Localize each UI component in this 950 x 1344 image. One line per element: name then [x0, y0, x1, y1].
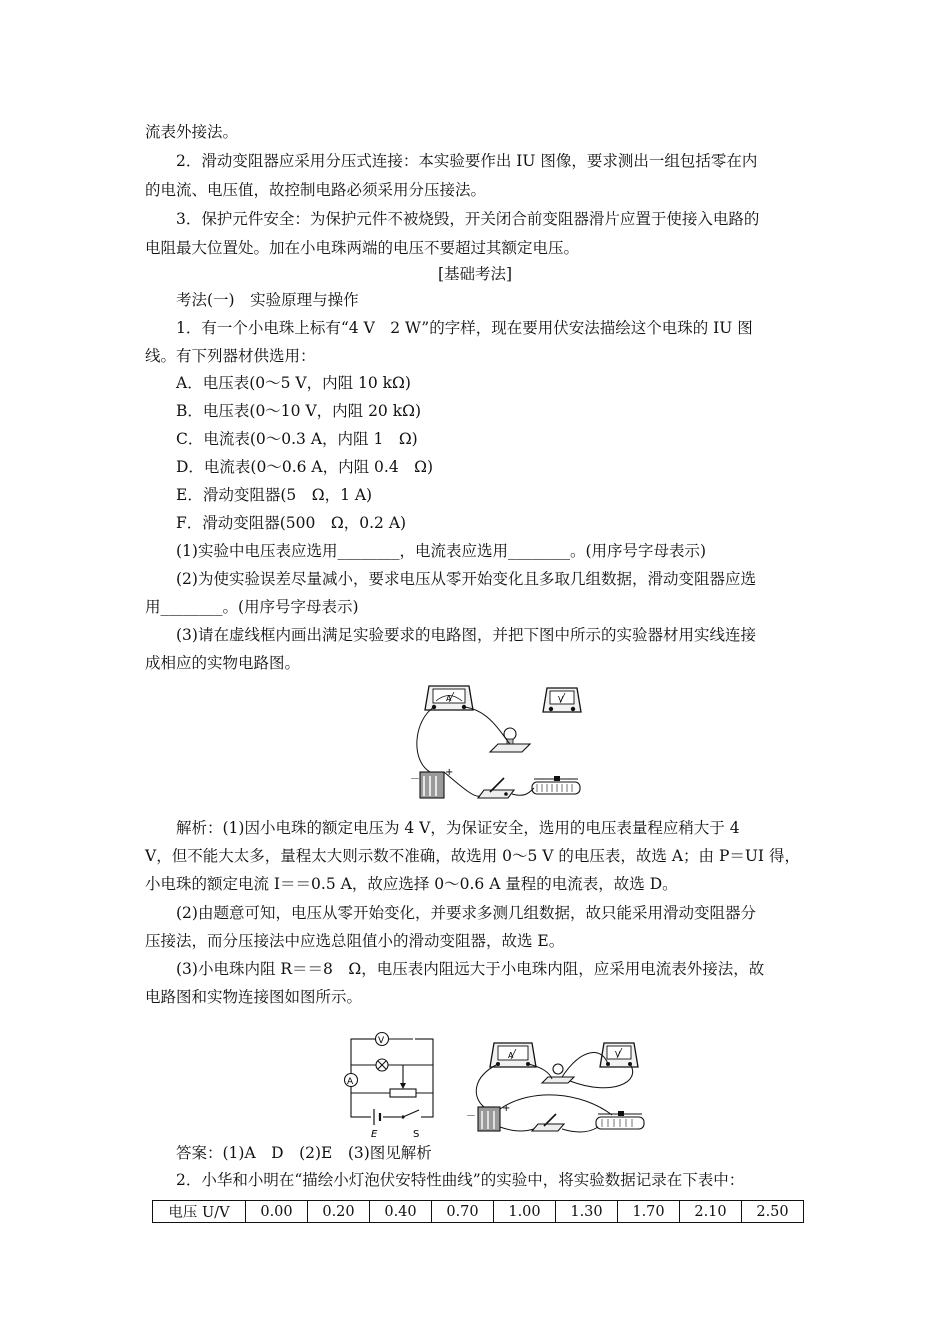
voltmeter-icon [543, 688, 581, 712]
subquestion-2: (2)为使实验误差尽量减小，要求电压从零开始变化且多取几组数据，滑动变阻器应选 [176, 570, 756, 588]
option-d: D．电流表(0～0.6 A，内阻 0.4 Ω) [176, 458, 434, 476]
voltmeter-label: V [558, 695, 564, 704]
solution-line: 电路图和实物连接图如图所示。 [145, 988, 363, 1006]
subquestion-1: (1)实验中电压表应选用________，电流表应选用________。(用序号字母表示) [176, 542, 707, 560]
table-cell: 0.40 [370, 1201, 432, 1223]
table-cell: 1.30 [556, 1201, 618, 1223]
battery-minus-label: － [466, 1111, 476, 1122]
rheostat-icon [596, 1111, 644, 1129]
bulb-symbol [376, 1059, 388, 1071]
table-cell: 0.20 [308, 1201, 370, 1223]
data-table [152, 1200, 804, 1223]
table-cell: 0.00 [246, 1201, 308, 1223]
text-line: 电阻最大位置处。加在小电珠两端的电压不要超过其额定电压。 [145, 239, 580, 257]
subsection-heading: 考法(一) 实验原理与操作 [176, 291, 359, 309]
apparatus-figure [410, 680, 585, 802]
ammeter-icon [490, 1043, 536, 1067]
solution-line: 小电珠的额定电流 I＝＝0.5 A，故应选择 0～0.6 A 量程的电流表，故选 D。 [145, 875, 678, 893]
solution-line: V，但不能大太多，量程太大则示数不准确，故选用 0～5 V 的电压表，故选 A；由 P＝UI 得， [145, 847, 800, 865]
voltmeter-icon [600, 1043, 638, 1067]
switch-icon [478, 778, 514, 798]
table-cell: 1.00 [494, 1201, 556, 1223]
table-row [153, 1201, 804, 1223]
text-line: 的电流、电压值，故控制电路必须采用分压接法。 [145, 181, 487, 199]
battery-minus-label: － [410, 774, 420, 785]
ammeter-icon [425, 686, 473, 710]
solution-line: (3)小电珠内阻 R＝＝8 Ω，电压表内阻远大于小电珠内阻，应采用电流表外接法，故 [176, 960, 765, 978]
battery-plus-label: + [502, 1103, 511, 1114]
answer-line: 答案：(1)A D (2)E (3)图见解析 [176, 1144, 432, 1162]
battery-icon [410, 767, 453, 798]
option-c: C．电流表(0～0.3 A，内阻 1 Ω) [176, 430, 418, 448]
table-cell: 2.10 [680, 1201, 742, 1223]
text-line: 流表外接法。 [145, 123, 239, 141]
switch-icon [532, 1114, 564, 1131]
table-cell: 1.70 [618, 1201, 680, 1223]
question-line: 线。有下列器材供选用： [145, 347, 316, 365]
option-e: E．滑动变阻器(5 Ω，1 A) [176, 486, 373, 504]
table-header-cell: 电压 U/V [153, 1201, 246, 1223]
switch-symbol [401, 1110, 421, 1123]
rheostat-icon [532, 776, 580, 794]
voltmeter-symbol-label: V [378, 1036, 385, 1046]
battery-plus-label: + [445, 767, 454, 778]
subquestion-3: (3)请在虚线框内画出满足实验要求的电路图，并把下图中所示的实验器材用实线连接 [176, 626, 756, 644]
battery-symbol [371, 1109, 383, 1125]
battery-icon [466, 1103, 510, 1131]
ammeter-label: A [508, 1051, 514, 1060]
text-line: 2．滑动变阻器应采用分压式连接：本实验要作出 IU 图像，要求测出一组包括零在内 [176, 152, 758, 170]
switch-label: S [413, 1129, 420, 1139]
emf-label: E [371, 1129, 378, 1139]
option-f: F．滑动变阻器(500 Ω，0.2 A) [176, 514, 407, 532]
section-heading: [基础考法] [437, 265, 513, 283]
subquestion-3-cont: 成相应的实物电路图。 [145, 654, 301, 672]
ammeter-label: A [446, 694, 452, 703]
subquestion-2-cont: 用________。(用序号字母表示) [145, 598, 359, 616]
solution-line: 解析：(1)因小电珠的额定电压为 4 V，为保证安全，选用的电压表量程应稍大于 4 [176, 819, 740, 837]
table-cell: 2.50 [742, 1201, 804, 1223]
rheostat-symbol [351, 1065, 433, 1097]
option-b: B．电压表(0～10 V，内阻 20 kΩ) [176, 402, 422, 420]
solution-line: 压接法，而分压接法中应选总阻值小的滑动变阻器，故选 E。 [145, 932, 565, 950]
circuit-diagram [335, 1025, 455, 1139]
wired-apparatus-figure [462, 1037, 652, 1139]
voltmeter-label: V [615, 1050, 621, 1059]
bulb-icon [490, 728, 530, 752]
question-2-line: 2．小华和小明在“描绘小灯泡伏安特性曲线”的实验中，将实验数据记录在下表中： [176, 1171, 745, 1189]
solution-line: (2)由题意可知，电压从零开始变化，并要求多测几组数据，故只能采用滑动变阻器分 [176, 904, 756, 922]
table-cell: 0.70 [432, 1201, 494, 1223]
option-a: A．电压表(0～5 V，内阻 10 kΩ) [176, 374, 411, 392]
ammeter-symbol-label: A [347, 1077, 354, 1087]
text-line: 3．保护元件安全：为保护元件不被烧毁，开关闭合前变阻器滑片应置于使接入电路的 [176, 210, 760, 228]
question-line: 1．有一个小电珠上标有“4 V 2 W”的字样，现在要用伏安法描绘这个电珠的 IU 图 [176, 319, 753, 337]
